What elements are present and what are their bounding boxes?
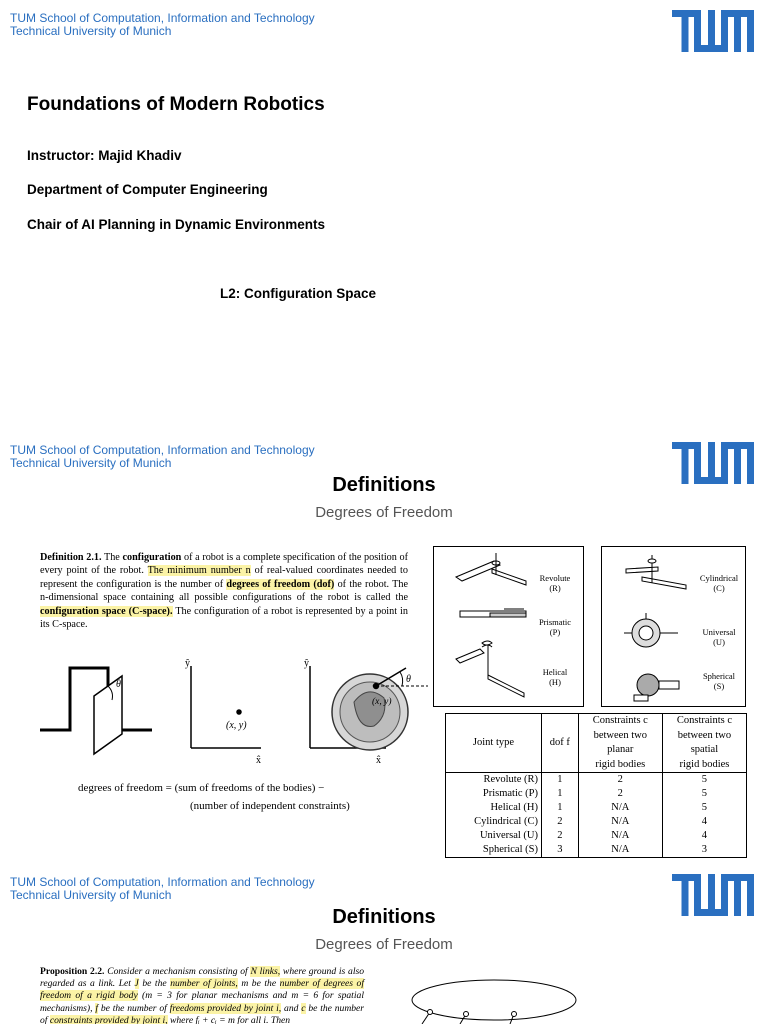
configuration-figure bbox=[36, 656, 430, 780]
table-row bbox=[446, 843, 747, 858]
term-configuration: configuration bbox=[122, 552, 182, 563]
highlight: N links, bbox=[250, 966, 281, 977]
universal-label bbox=[694, 627, 744, 647]
dof-equation-line2: (number of independent constraints) bbox=[190, 800, 350, 812]
university-name: Technical University of Munich bbox=[10, 24, 172, 38]
slide-subtitle: Degrees of Freedom bbox=[315, 936, 453, 953]
text-run: The configuration of a robot is represented by a point in its C-space. bbox=[40, 605, 408, 631]
definitions-slide bbox=[0, 432, 768, 864]
spatial-constraint-cell: 4 bbox=[662, 815, 746, 829]
dof-cell: 1 bbox=[541, 801, 578, 815]
label-text: (H) bbox=[549, 677, 561, 687]
joint-name-cell: Universal (U) bbox=[446, 829, 542, 843]
planar-constraint-cell: N/A bbox=[578, 829, 662, 843]
school-name: TUM School of Computation, Information and Technology bbox=[10, 11, 315, 25]
header-line: between two bbox=[677, 729, 732, 741]
highlight: constraints provided by joint i, bbox=[49, 1014, 168, 1024]
joint-name-cell: Helical (H) bbox=[446, 801, 542, 815]
point-label: (x, y) bbox=[226, 720, 247, 731]
course-title: Foundations of Modern Robotics bbox=[27, 94, 325, 115]
table-row bbox=[446, 829, 747, 843]
point-label: (x, y) bbox=[372, 697, 392, 707]
title-slide bbox=[0, 0, 768, 432]
spatial-constraint-cell: 4 bbox=[662, 829, 746, 843]
label-text: Spherical bbox=[702, 671, 736, 681]
dof-cell: 1 bbox=[541, 787, 578, 801]
header-dof: dof f bbox=[541, 714, 578, 773]
lecture-title: L2: Configuration Space bbox=[220, 286, 377, 301]
highlight: J bbox=[134, 978, 139, 990]
helical-label bbox=[532, 667, 578, 687]
dof-cell: 2 bbox=[541, 829, 578, 843]
spherical-label bbox=[694, 671, 744, 691]
text-run: where fᵢ + cᵢ = m for all i. Then bbox=[169, 1014, 291, 1024]
text-run: be the number of bbox=[100, 1002, 167, 1014]
dof-cell: 3 bbox=[541, 843, 578, 858]
text-run: of real-valued coordinates needed to represent the configuration is the number of bbox=[40, 565, 408, 590]
slide-title: Definitions bbox=[332, 474, 436, 496]
slide-header bbox=[10, 12, 315, 38]
y-axis-label: ŷ bbox=[304, 658, 309, 669]
joint-name-cell: Cylindrical (C) bbox=[446, 815, 542, 829]
text-run: where ground is also regarded as a link. Let bbox=[40, 966, 365, 990]
highlight: f bbox=[95, 1002, 98, 1014]
text-run: Consider a mechanism consisting of bbox=[107, 966, 248, 977]
highlight: The minimum number n bbox=[147, 565, 251, 577]
table-row bbox=[446, 801, 747, 815]
header-joint-type: Joint type bbox=[446, 714, 542, 773]
label-text: Revolute bbox=[539, 573, 571, 583]
x-axis-label: x̂ bbox=[256, 755, 261, 766]
highlight: c bbox=[301, 1002, 306, 1014]
table-row bbox=[446, 787, 747, 801]
text-run: m be the bbox=[241, 978, 277, 990]
definition-label: Definition 2.1. bbox=[40, 552, 102, 563]
table-header-row bbox=[446, 714, 747, 773]
prismatic-label bbox=[532, 617, 578, 637]
label-text: (P) bbox=[549, 627, 561, 637]
spatial-constraint-cell: 5 bbox=[662, 801, 746, 815]
text-run: (m = 3 for planar mechanisms and m = 6 for spatial mechanisms), bbox=[40, 990, 364, 1014]
text-run: of the robot. The n-dimensional space containing all possible configurations of the robot is called the bbox=[40, 578, 409, 604]
header-line: spatial bbox=[690, 744, 719, 755]
school-name: TUM School of Computation, Information and Technology bbox=[10, 875, 315, 889]
term-dof: degrees of freedom (dof) bbox=[226, 578, 335, 590]
instructor: Instructor: Majid Khadiv bbox=[27, 148, 182, 163]
dof-equation-line1: degrees of freedom = (sum of freedoms of the bodies) − bbox=[78, 782, 325, 794]
school-name: TUM School of Computation, Information and Technology bbox=[10, 443, 315, 457]
planar-constraint-cell: N/A bbox=[578, 843, 662, 858]
header-spatial-constraints bbox=[662, 714, 746, 773]
header-line: Constraints c bbox=[676, 715, 732, 726]
theta-label: θ bbox=[116, 679, 121, 690]
university-name: Technical University of Munich bbox=[10, 456, 172, 470]
label-text: (C) bbox=[713, 583, 725, 593]
highlight: number of degrees of freedom of a rigid body bbox=[40, 978, 364, 1002]
y-axis-label: ŷ bbox=[185, 658, 190, 669]
text-run: be the bbox=[142, 978, 167, 990]
header-line: rigid bodies bbox=[595, 758, 646, 770]
planar-constraint-cell: N/A bbox=[578, 801, 662, 815]
x-axis-label: x̂ bbox=[376, 755, 381, 766]
term-cspace: configuration space (C-space). bbox=[40, 605, 173, 617]
label-text: Universal bbox=[702, 627, 736, 637]
text-run: and bbox=[284, 1002, 299, 1014]
highlight: number of joints, bbox=[170, 978, 238, 990]
planar-constraint-cell: 2 bbox=[578, 787, 662, 801]
coin-diagram bbox=[304, 658, 428, 766]
label-text: (S) bbox=[713, 681, 725, 691]
label-text: (U) bbox=[713, 637, 725, 647]
label-text: (R) bbox=[549, 583, 561, 593]
header-line: planar bbox=[607, 744, 634, 755]
door-diagram bbox=[40, 668, 152, 754]
university-name: Technical University of Munich bbox=[10, 888, 172, 902]
planar-constraint-cell: N/A bbox=[578, 815, 662, 829]
plane-diagram bbox=[185, 658, 261, 766]
label-text: Cylindrical bbox=[699, 573, 739, 583]
header-line: Constraints c bbox=[592, 715, 648, 726]
spatial-constraint-cell: 3 bbox=[662, 843, 746, 858]
cylindrical-label bbox=[694, 573, 744, 593]
header-line: rigid bodies bbox=[679, 758, 730, 770]
joint-figure-right bbox=[601, 546, 746, 707]
definition-text bbox=[40, 551, 408, 631]
proposition-slide bbox=[0, 864, 768, 1024]
chair: Chair of AI Planning in Dynamic Environments bbox=[27, 217, 326, 232]
slide-header bbox=[10, 444, 315, 470]
text-run: The bbox=[103, 552, 120, 563]
slide-title: Definitions bbox=[332, 906, 436, 928]
proposition-label: Proposition 2.2. bbox=[40, 966, 105, 977]
label-text: Helical bbox=[542, 667, 568, 677]
joint-name-cell: Revolute (R) bbox=[446, 773, 542, 788]
theta-label: θ bbox=[406, 674, 411, 685]
department: Department of Computer Engineering bbox=[27, 182, 268, 197]
table-row bbox=[446, 773, 747, 788]
dof-cell: 1 bbox=[541, 773, 578, 788]
spatial-constraint-cell: 5 bbox=[662, 773, 746, 788]
joint-table bbox=[445, 713, 747, 858]
mechanism-figure bbox=[400, 976, 590, 1024]
text-run: be the number of bbox=[40, 1002, 365, 1024]
text-run: of a robot is a complete specification of the position of every point of the robot. bbox=[40, 552, 408, 577]
table-row bbox=[446, 815, 747, 829]
spatial-constraint-cell: 5 bbox=[662, 787, 746, 801]
header-line: between two bbox=[593, 729, 647, 741]
revolute-label bbox=[532, 573, 578, 593]
header-planar-constraints bbox=[578, 714, 662, 773]
label-text: Prismatic bbox=[538, 617, 572, 627]
joint-figure-left bbox=[433, 546, 584, 707]
joint-name-cell: Prismatic (P) bbox=[446, 787, 542, 801]
joint-name-cell: Spherical (S) bbox=[446, 843, 542, 858]
highlight: freedoms provided by joint i, bbox=[169, 1002, 282, 1014]
planar-constraint-cell: 2 bbox=[578, 773, 662, 788]
slide-header bbox=[10, 876, 315, 902]
slide-subtitle: Degrees of Freedom bbox=[315, 504, 453, 521]
proposition-text bbox=[40, 966, 364, 1024]
tum-logo bbox=[672, 10, 754, 52]
dof-cell: 2 bbox=[541, 815, 578, 829]
joint-table-body bbox=[446, 773, 747, 858]
